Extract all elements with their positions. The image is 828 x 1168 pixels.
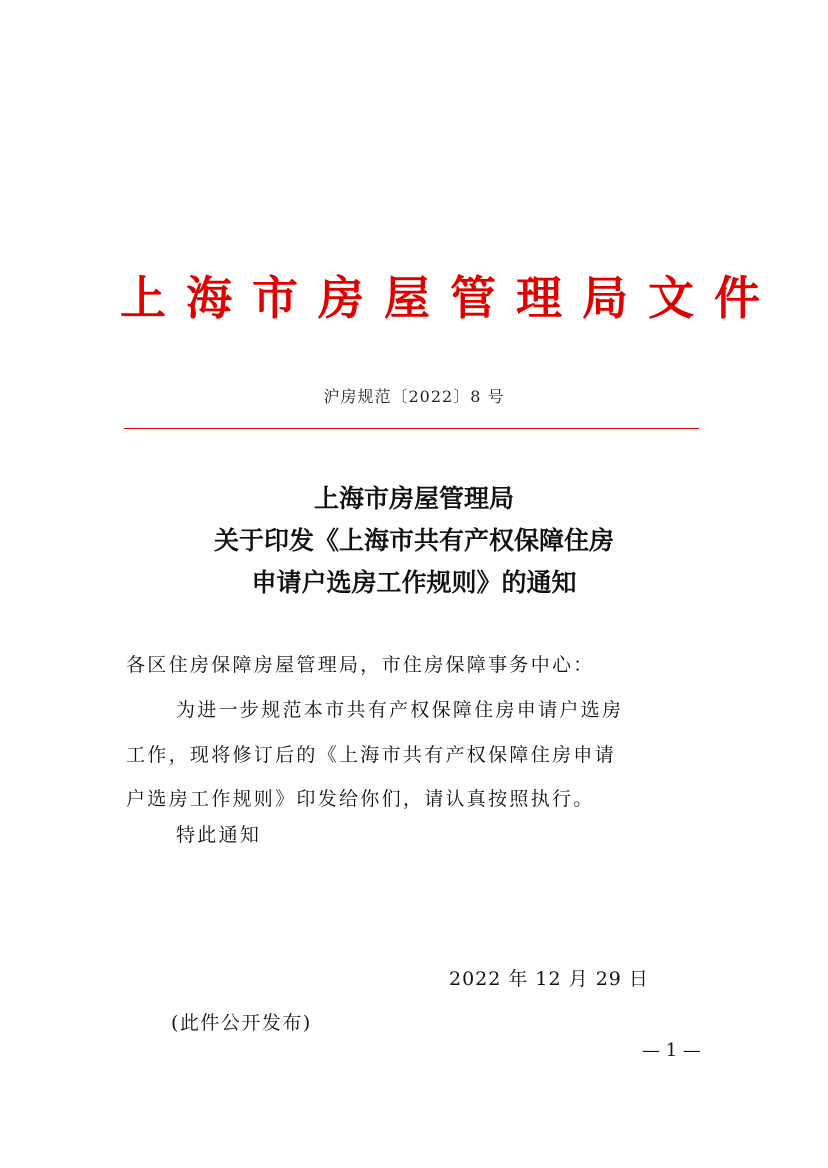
page-number: — 1 — — [642, 1040, 701, 1061]
addressee: 各区住房保障房屋管理局，市住房保障事务中心： — [126, 654, 595, 676]
issue-date: 2022 年 12 月 29 日 — [449, 968, 649, 990]
title-line-3: 申请户选房工作规则》的通知 — [251, 568, 577, 597]
title-line-2: 关于印发《上海市共有产权保障住房 — [213, 526, 614, 555]
public-release-note: (此件公开发布) — [171, 1012, 312, 1034]
closing-line: 特此通知 — [176, 824, 262, 846]
issuer-banner: 上海市房屋管理局文件 — [120, 271, 780, 325]
paragraph-line: 工作，现将修订后的《上海市共有产权保障住房申请 — [126, 744, 616, 766]
notice-title — [0, 478, 828, 604]
paragraph-line: 为进一步规范本市共有产权保障住房申请户选房 — [176, 699, 624, 721]
paragraph-line: 户选房工作规则》印发给你们，请认真按照执行。 — [126, 788, 595, 810]
red-divider — [124, 428, 699, 429]
document-number: 沪房规范〔2022〕8 号 — [323, 387, 505, 406]
title-line-1: 上海市房屋管理局 — [313, 484, 514, 513]
